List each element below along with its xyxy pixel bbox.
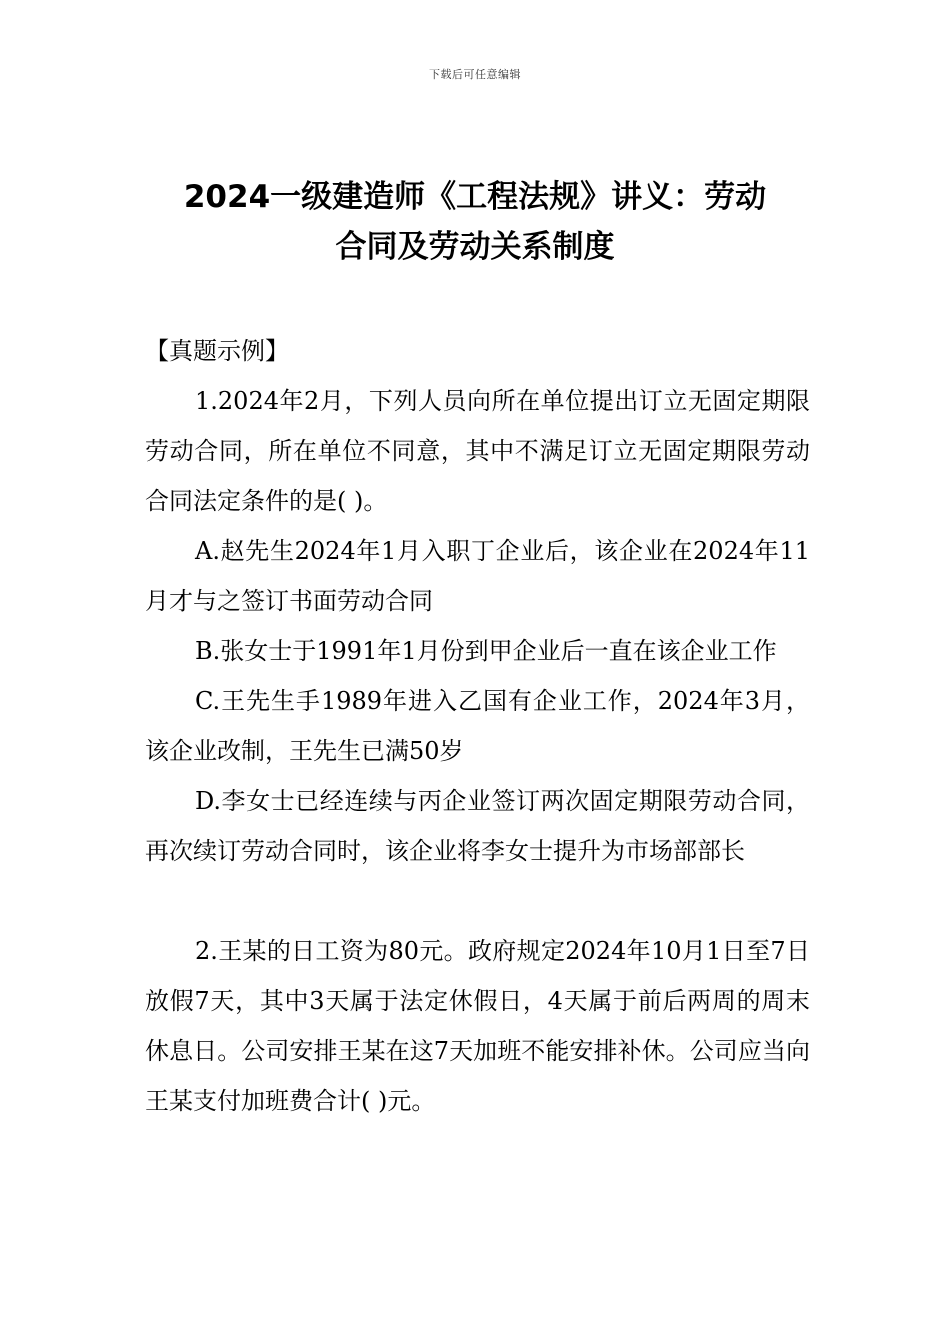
question-2-stem: 2.王某的日工资为80元。政府规定2024年10月1日至7日放假7天，其中3天属于法定休假日，4天属于前后两周的周末休息日。公司安排王某在这7天加班不能安排补休。公司应当向王某支付加班费合计( )元。: [145, 937, 810, 1115]
header-note: 下载后可任意编辑: [429, 68, 521, 81]
document-title: [145, 172, 805, 272]
question-1-option-c: C.王先生手1989年进入乙国有企业工作，2024年3月，该企业改制，王先生已满50岁: [145, 687, 810, 765]
question-1-option-d: D.李女士已经连续与丙企业签订两次固定期限劳动合同，再次续订劳动合同时，该企业将李女士提升为市场部部长: [145, 787, 810, 865]
question-1-option-a: A.赵先生2024年1月入职丁企业后，该企业在2024年11月才与之签订书面劳动合同: [145, 537, 810, 615]
question-1-stem: 1.2024年2月，下列人员向所在单位提出订立无固定期限劳动合同，所在单位不同意，其中不满足订立无固定期限劳动合同法定条件的是( )。: [145, 387, 810, 515]
question-1-option-b: B.张女士于1991年1月份到甲企业后一直在该企业工作: [195, 637, 777, 665]
paragraph-gap: [145, 876, 810, 926]
title-line-1: 2024一级建造师《工程法规》讲义：劳动: [183, 179, 767, 215]
title-line-2: 合同及劳动关系制度: [335, 229, 615, 265]
section-label: 【真题示例】: [145, 337, 289, 365]
document-body: [145, 326, 810, 1126]
